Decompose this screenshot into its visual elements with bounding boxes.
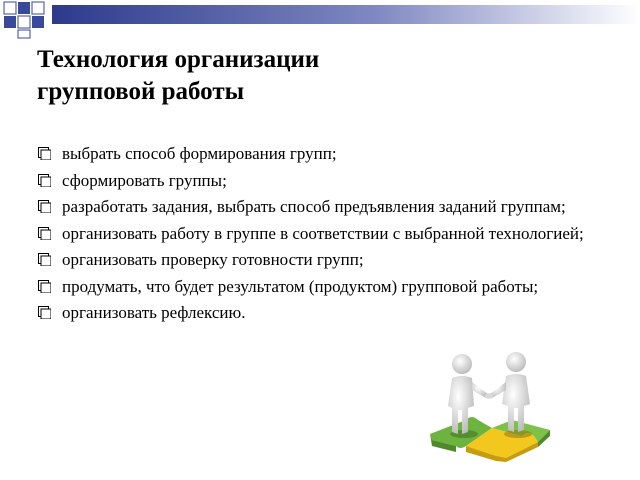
list-item-text: сформировать группы;: [62, 170, 227, 190]
list-item: [37, 223, 597, 245]
list-item: [37, 276, 597, 298]
slide-title-line-2: групповой работы: [37, 78, 245, 105]
square-bullet-icon: [38, 306, 51, 319]
list-item: [37, 170, 597, 192]
list-item-text: организовать работу в группе в соответствии с выбранной технологией;: [62, 223, 584, 243]
list-item-text: выбрать способ формирования групп;: [62, 144, 337, 163]
header-decoration: [0, 0, 640, 40]
list-item-text: организовать проверку готовности групп;: [62, 250, 364, 269]
handshake-puzzle-icon: [426, 350, 556, 462]
square-bullet-icon: [38, 227, 51, 240]
square-bullet-icon: [38, 200, 51, 213]
square-bullet-icon: [38, 253, 51, 266]
list-item: [37, 196, 597, 218]
list-item: [37, 249, 597, 271]
list-item-text: продумать, что будет результатом (продуктом) групповой работы;: [62, 276, 539, 296]
square-bullet-icon: [38, 280, 51, 293]
list-item: [37, 302, 597, 324]
square-bullet-icon: [38, 147, 51, 160]
list-item-text: разработать задания, выбрать способ предъявления заданий группам;: [62, 197, 566, 216]
square-bullet-icon: [38, 174, 51, 187]
bullet-list: [37, 143, 597, 329]
slide-title: [37, 44, 457, 108]
list-item: [37, 143, 597, 165]
list-item-text: организовать рефлексию.: [62, 303, 246, 322]
slide-title-line-1: Технология организации: [37, 46, 320, 73]
